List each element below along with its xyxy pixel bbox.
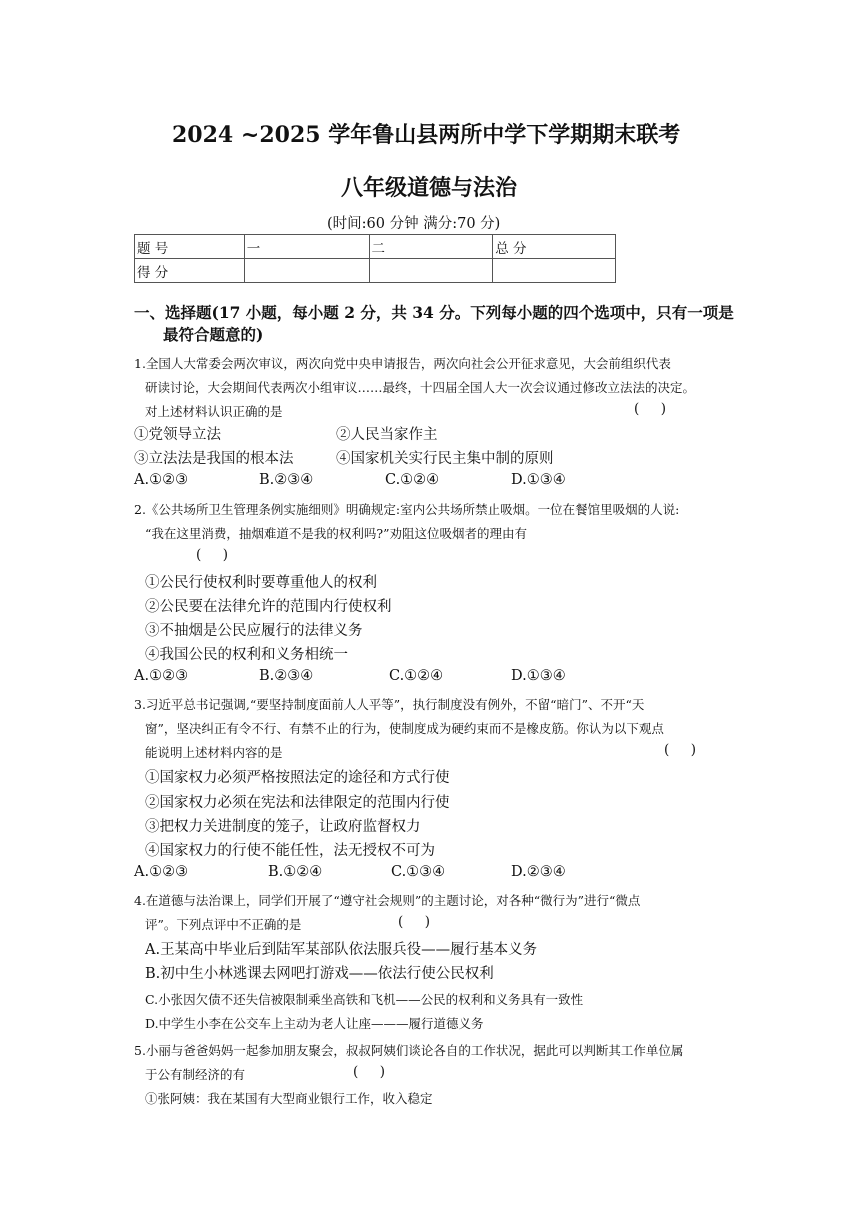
score-table-cell: 题 号 [135,235,245,259]
q3-stem: 窗”，坚决纠正有令不行、有禁不止的行为，使制度成为硬约束而不是橡皮筋。你认为以下观点 [145,721,664,736]
q4-option-a: A.王某高中毕业后到陆军某部队依法服兵役——履行基本义务 [145,942,538,958]
q3-choice-d: D.②③④ [511,864,566,880]
q2-stem: 2.《公共场所卫生管理条例实施细则》明确规定:室内公共场所禁止吸烟。一位在餐馆里吸烟的人说: [134,502,680,517]
score-table-cell [244,259,369,283]
q2-choice-d: D.①③④ [511,668,566,684]
q3-option: ①国家权力必须严格按照法定的途径和方式行使 [145,770,450,786]
score-table-cell: 一 [244,235,369,259]
q1-option: ③立法法是我国的根本法 [134,451,294,467]
score-table-cell: 总 分 [493,235,616,259]
q1-choice-d: D.①③④ [511,472,566,488]
q3-option: ②国家权力必须在宪法和法律限定的范围内行使 [145,795,450,811]
answer-blank: ( ) [634,401,666,417]
q3-option: ③把权力关进制度的笼子，让政府监督权力 [145,819,421,835]
score-table-cell: 二 [369,235,493,259]
exam-subject: 八年级道德与法治 [341,175,518,201]
q4-option-c: C.小张因欠债不还失信被限制乘坐高铁和飞机——公民的权利和义务具有一致性 [145,992,584,1007]
answer-blank: ( ) [353,1064,385,1080]
q2-stem: “我在这里消费，抽烟难道不是我的权利吗?”劝阻这位吸烟者的理由有 [145,526,527,541]
q4-stem: 评”。下列点评中不正确的是 [145,917,302,932]
q2-choice-a: A.①②③ [134,668,189,684]
time-info: (时间:60 分钟 满分:70 分) [327,216,501,232]
score-table-cell [369,259,493,283]
q1-choice-a: A.①②③ [134,472,189,488]
q2-option: ④我国公民的权利和义务相统一 [145,647,348,663]
q3-stem: 能说明上述材料内容的是 [145,745,283,760]
q2-choice-c: C.①②④ [389,668,444,684]
score-table-cell: 得 分 [135,259,245,283]
q5-option: ①张阿姨：我在某国有大型商业银行工作，收入稳定 [145,1091,433,1106]
answer-blank: ( ) [398,914,430,930]
q5-stem: 5.小丽与爸爸妈妈一起参加朋友聚会，叔叔阿姨们谈论各自的工作状况，据此可以判断其工作单位属 [134,1043,684,1058]
q2-choice-b: B.②③④ [259,668,314,684]
section-heading-cont: 最符合题意的) [163,325,264,344]
q3-stem: 3.习近平总书记强调,“要坚持制度面前人人平等”，执行制度没有例外，不留“暗门”、不开“天 [134,697,645,712]
q4-option-d: D.中学生小李在公交车上主动为老人让座———履行道德义务 [145,1016,484,1031]
answer-blank: ( ) [664,742,696,758]
q3-option: ④国家权力的行使不能任性，法无授权不可为 [145,843,435,859]
section-heading: 一、选择题(17 小题，每小题 2 分，共 34 分。下列每小题的四个选项中，只有一项是 [134,303,734,322]
q1-stem: 1.全国人大常委会两次审议，两次向党中央申请报告，两次向社会公开征求意见，大会前组织代表 [134,356,671,371]
score-table-row [135,259,616,283]
score-table-row [135,235,616,259]
q1-choice-c: C.①②④ [385,472,440,488]
q1-stem: 对上述材料认识正确的是 [145,404,283,419]
q4-stem: 4.在道德与法治课上，同学们开展了“遵守社会规则”的主题讨论，对各种“微行为”进行“微点 [134,893,641,908]
answer-blank: ( ) [196,547,228,563]
q3-choice-c: C.①③④ [391,864,446,880]
score-table-cell [493,259,616,283]
q2-option: ③不抽烟是公民应履行的法律义务 [145,623,363,639]
q4-option-b: B.初中生小林逃课去网吧打游戏——依法行使公民权利 [145,966,494,982]
q2-option: ①公民行使权利时要尊重他人的权利 [145,575,377,591]
q1-stem: 研读讨论，大会期间代表两次小组审议……最终，十四届全国人大一次会议通过修改立法法的决定。 [145,380,696,395]
q3-choice-a: A.①②③ [134,864,189,880]
q1-option: ④国家机关实行民主集中制的原则 [336,451,554,467]
q1-choice-b: B.②③④ [259,472,314,488]
score-table [134,234,616,283]
q1-option: ②人民当家作主 [336,427,438,443]
q5-stem: 于公有制经济的有 [145,1067,246,1082]
q2-option: ②公民要在法律允许的范围内行使权利 [145,599,392,615]
q3-choice-b: B.①②④ [268,864,323,880]
q1-option: ①党领导立法 [134,427,221,443]
exam-title: 2024 ~2025 学年鲁山县两所中学下学期期末联考 [172,122,681,148]
